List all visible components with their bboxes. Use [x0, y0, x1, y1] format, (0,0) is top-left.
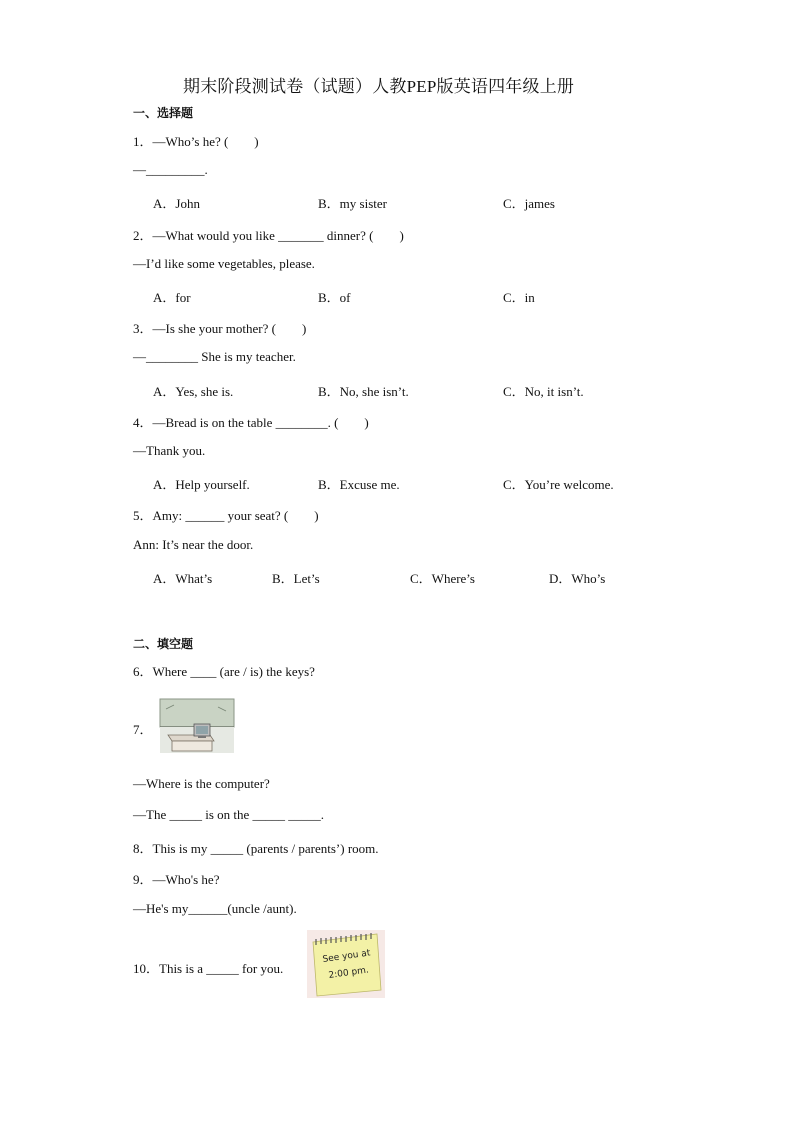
- question-1-line2: —_________.: [133, 162, 208, 177]
- question-4-line2: —Thank you.: [133, 443, 206, 458]
- question-1-option-b: B．my sister: [318, 196, 387, 211]
- question-4-option-b: B．Excuse me.: [318, 477, 400, 492]
- question-8: 8．This is my _____ (parents / parents’) room.: [133, 841, 379, 856]
- question-4-option-a: A．Help yourself.: [153, 477, 250, 492]
- section-heading-fill: 二、填空题: [133, 637, 194, 651]
- computer-on-desk-image: [158, 697, 236, 755]
- question-7-line-a: —Where is the computer?: [133, 776, 270, 791]
- question-1-stem: 1．—Who’s he? ( ): [133, 134, 259, 149]
- question-3-stem: 3．—Is she your mother? ( ): [133, 321, 307, 336]
- question-9-line-b: —He's my______(uncle /aunt).: [133, 901, 297, 916]
- question-5-stem: 5．Amy: ______ your seat? ( ): [133, 508, 319, 523]
- question-5-option-d: D．Who’s: [549, 571, 606, 586]
- question-7-number: 7．: [133, 722, 153, 737]
- question-2-stem: 2．—What would you like _______ dinner? ( ): [133, 228, 404, 243]
- question-1-option-a: A．John: [153, 196, 200, 211]
- question-6: 6．Where ____ (are / is) the keys?: [133, 664, 315, 679]
- question-5-option-a: A．What’s: [153, 571, 213, 586]
- question-3-option-a: A．Yes, she is.: [153, 384, 234, 399]
- question-5-option-c: C．Where’s: [410, 571, 475, 586]
- question-4-stem: 4．—Bread is on the table ________. ( ): [133, 415, 369, 430]
- question-5-option-b: B．Let’s: [272, 571, 320, 586]
- question-3-option-c: C．No, it isn’t.: [503, 384, 584, 399]
- note-text-line-2: 2:00 pm.: [328, 965, 370, 981]
- question-1-option-c: C．james: [503, 196, 555, 211]
- sticky-note-image: [307, 930, 385, 998]
- question-2-option-b: B．of: [318, 290, 351, 305]
- question-2-line2: —I’d like some vegetables, please.: [133, 256, 315, 271]
- section-heading-choice: 一、选择题: [133, 106, 194, 120]
- question-7-line-b: —The _____ is on the _____ _____.: [133, 807, 325, 822]
- question-2-option-a: A．for: [153, 290, 191, 305]
- question-10: 10．This is a _____ for you.: [133, 961, 284, 976]
- question-2-option-c: C．in: [503, 290, 535, 305]
- page-title: 期末阶段测试卷（试题）人教PEP版英语四年级上册: [183, 77, 575, 96]
- question-3-line2: —________ She is my teacher.: [133, 349, 296, 364]
- question-3-option-b: B．No, she isn’t.: [318, 384, 409, 399]
- question-5-line2: Ann: It’s near the door.: [133, 537, 254, 552]
- question-4-option-c: C．You’re welcome.: [503, 477, 614, 492]
- note-text-line-1: See you at: [322, 948, 372, 965]
- question-9: 9．—Who's he?: [133, 872, 220, 887]
